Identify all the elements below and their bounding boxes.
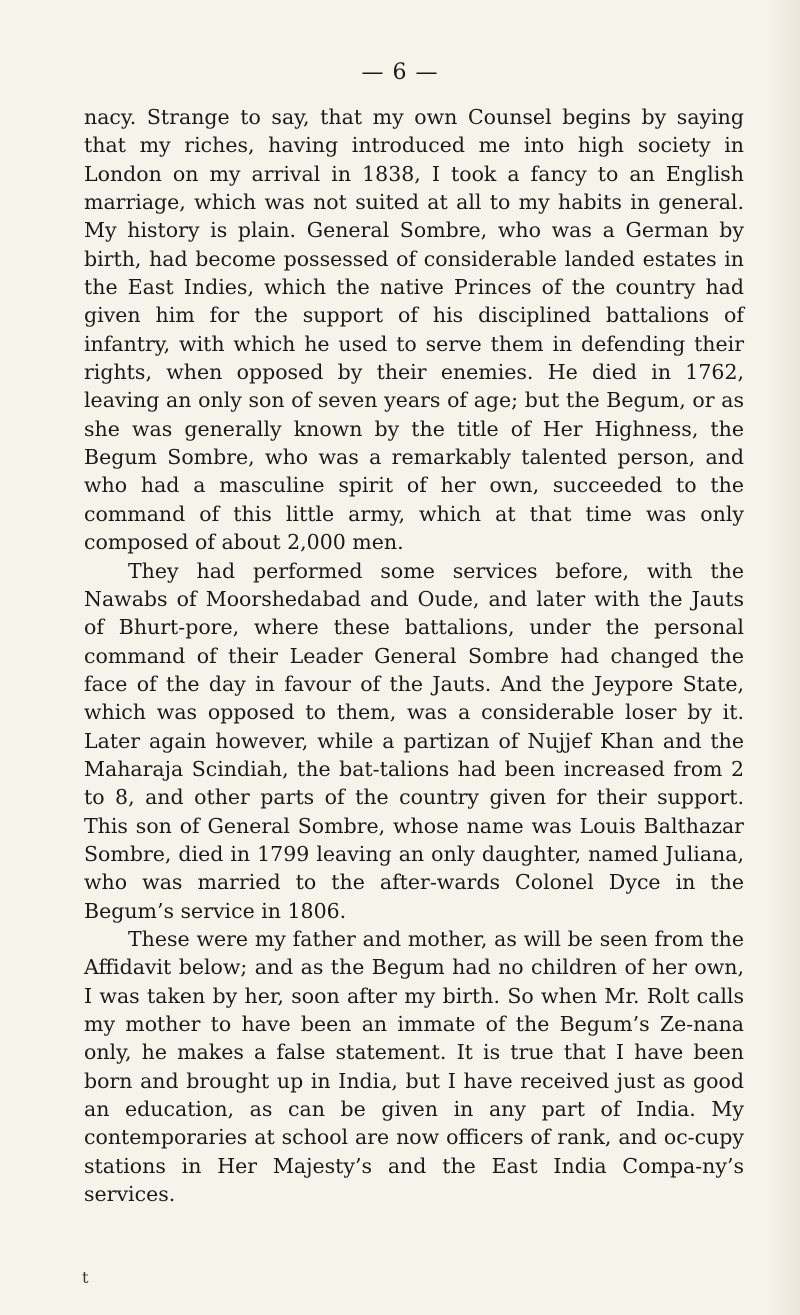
footer-mark: t <box>82 1268 89 1287</box>
body-text <box>84 103 744 1208</box>
page-number: — 6 — <box>361 60 439 85</box>
paragraph-3: These were my father and mother, as will be seen from the Affidavit below; and as the Begum had no children of her own, I was taken by her, soon after my birth. So when Mr. Rolt calls my mother to have been an immate of the Begum’s Ze-nana only, he makes a false statement. It is true that I have been born and brought up in India, but I have received just as good an education, as can be given in any part of India. My contemporaries at school are now officers of rank, and oc-cupy stations in Her Majesty’s and the East India Compa-ny’s services. <box>84 926 744 1207</box>
paragraph-2: They had performed some services before, with the Nawabs of Moorshedabad and Oude, and later with the Jauts of Bhurt-pore, where these battalions, under the personal command of their Leader General Sombre had changed the face of the day in favour of the Jauts. And the Jeypore State, which was opposed to them, was a considerable loser by it. Later again however, while a partizan of Nujjef Khan and the Maharaja Scindiah, the bat-talions had been increased from 2 to 8, and other parts of the country given for their support. This son of General Sombre, whose name was Louis Balthazar Sombre, died in 1799 leaving an only daughter, named Juliana, who was married to the after-wards Colonel Dyce in the Begum’s service in 1806. <box>84 558 744 923</box>
paragraph-1: nacy. Strange to say, that my own Counsel begins by saying that my riches, having introduced me into high society in London on my arrival in 1838, I took a fancy to an English marriage, which was not suited at all to my habits in general. My history is plain. General Sombre, who was a German by birth, had become possessed of considerable landed estates in the East Indies, which the native Princes of the country had given him for the support of his disciplined battalions of infantry, with which he used to serve them in defending their rights, when opposed by their enemies. He died in 1762, leaving an only son of seven years of age; but the Begum, or as she was generally known by the title of Her Highness, the Begum Sombre, who was a remarkably talented person, and who had a masculine spirit of her own, succeeded to the command of this little army, which at that time was only composed of about 2,000 men. <box>84 105 744 555</box>
